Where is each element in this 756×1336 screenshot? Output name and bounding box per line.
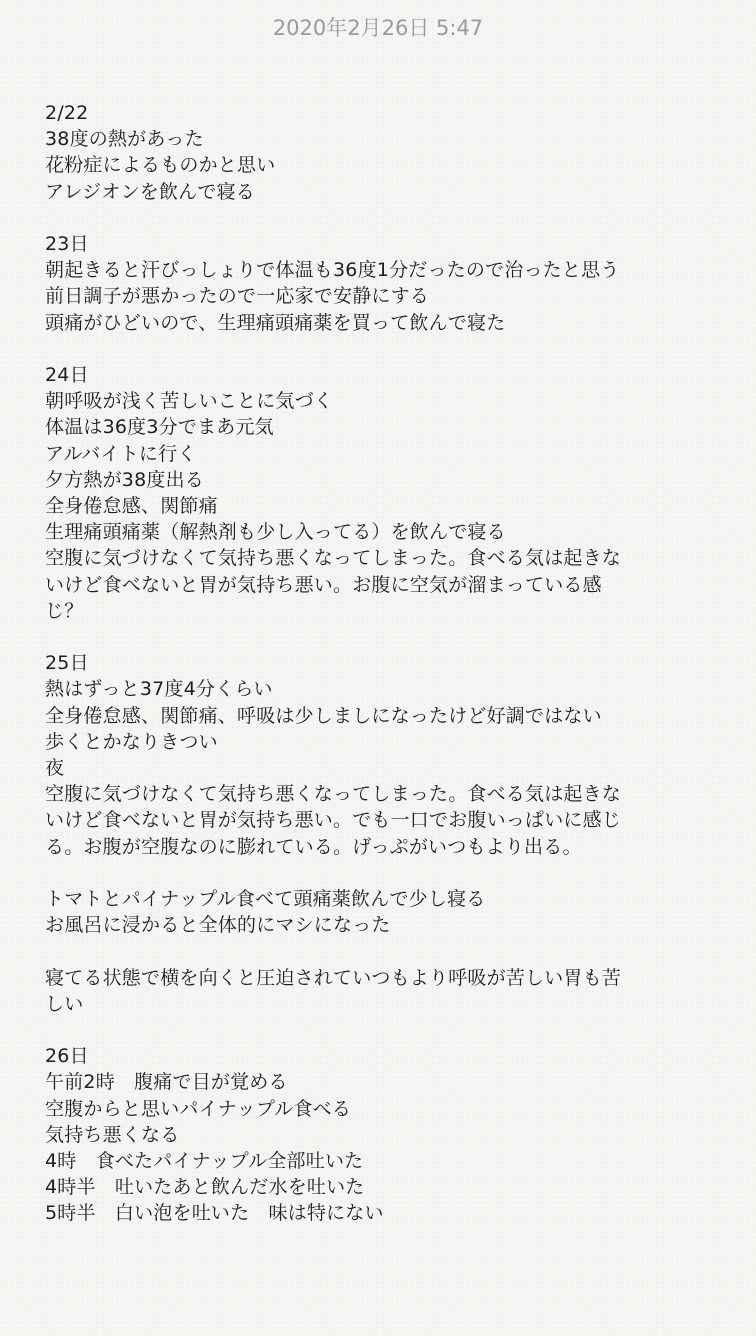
- note-line: 朝起きると汗びっしょりで体温も36度1分だったので治ったと思う: [45, 259, 620, 282]
- note-line: 熱はずっと37度4分くらい: [45, 678, 273, 701]
- note-line: 空腹からと思いパイナップル食べる: [45, 1097, 352, 1120]
- note-line: 頭痛がひどいので、生理痛頭痛薬を買って飲んで寝た: [45, 311, 506, 334]
- note-line: お風呂に浸かると全体的にマシになった: [45, 914, 391, 937]
- note-line: 空腹に気づけなくて気持ち悪くなってしまった。食べる気は起きな: [45, 547, 622, 570]
- note-line: 夜: [45, 757, 65, 780]
- note-line: 25日: [45, 652, 89, 675]
- blank-line: [45, 938, 715, 964]
- note-line: 体温は36度3分でまあ元気: [45, 416, 274, 439]
- note-line: 空腹に気づけなくて気持ち悪くなってしまった。食べる気は起きな: [45, 783, 622, 806]
- note-line: 寝てる状態で横を向くと圧迫されていつもより呼吸が苦しい胃も苦: [45, 966, 622, 989]
- note-line: いけど食べないと胃が気持ち悪い。お腹に空気が溜まっている感: [45, 573, 602, 596]
- note-date: 2020年2月26日 5:47: [272, 16, 484, 40]
- note-line: 23日: [45, 233, 89, 255]
- note-line: 歩くとかなりきつい: [45, 730, 218, 753]
- note-body[interactable]: [45, 100, 715, 1227]
- note-line: 気持ち悪くなる: [45, 1123, 180, 1146]
- note-line: 生理痛頭痛薬（解熱剤も少し入ってる）を飲んで寝る: [45, 521, 506, 544]
- note-line: 全身倦怠感、関節痛: [45, 495, 218, 518]
- note-line: トマトとパイナップル食べて頭痛薬飲んで少し寝る: [45, 888, 486, 911]
- note-line: 4時半 吐いたあと飲んだ水を吐いた: [45, 1176, 365, 1199]
- note-line: アレジオンを飲んで寝る: [45, 180, 255, 203]
- note-line: 38度の熱があった: [45, 128, 204, 151]
- note-line: 2/22: [45, 102, 89, 124]
- blank-line: [45, 336, 715, 362]
- blank-line: [45, 860, 715, 886]
- note-line: 朝呼吸が浅く苦しいことに気づく: [45, 390, 334, 413]
- note-line: 夕方熱が38度出る: [45, 468, 204, 491]
- note-line: 24日: [45, 364, 89, 386]
- note-line: 午前2時 腹痛で目が覚める: [45, 1071, 288, 1094]
- note-line: 前日調子が悪かったので一応家で安静にする: [45, 285, 430, 308]
- blank-line: [45, 205, 715, 231]
- note-line: アルバイトに行く: [45, 442, 197, 465]
- blank-line: [45, 624, 715, 650]
- blank-line: [45, 1017, 715, 1043]
- note-line: いけど食べないと胃が気持ち悪い。でも一口でお腹いっぱいに感じ: [45, 809, 622, 832]
- note-line: 花粉症によるものかと思い: [45, 154, 276, 177]
- note-line: 4時 食べたパイナップル全部吐いた: [45, 1150, 364, 1173]
- note-line: 26日: [45, 1045, 89, 1068]
- note-line: 5時半 白い泡を吐いた 味は特にない: [45, 1202, 384, 1225]
- note-line: る。お腹が空腹なのに膨れている。げっぷがいつもより出る。: [45, 835, 582, 858]
- note-line: 全身倦怠感、関節痛、呼吸は少しましになったけど好調ではない: [45, 704, 602, 727]
- note-line: じ？: [45, 599, 84, 622]
- note-line: しい: [45, 992, 84, 1015]
